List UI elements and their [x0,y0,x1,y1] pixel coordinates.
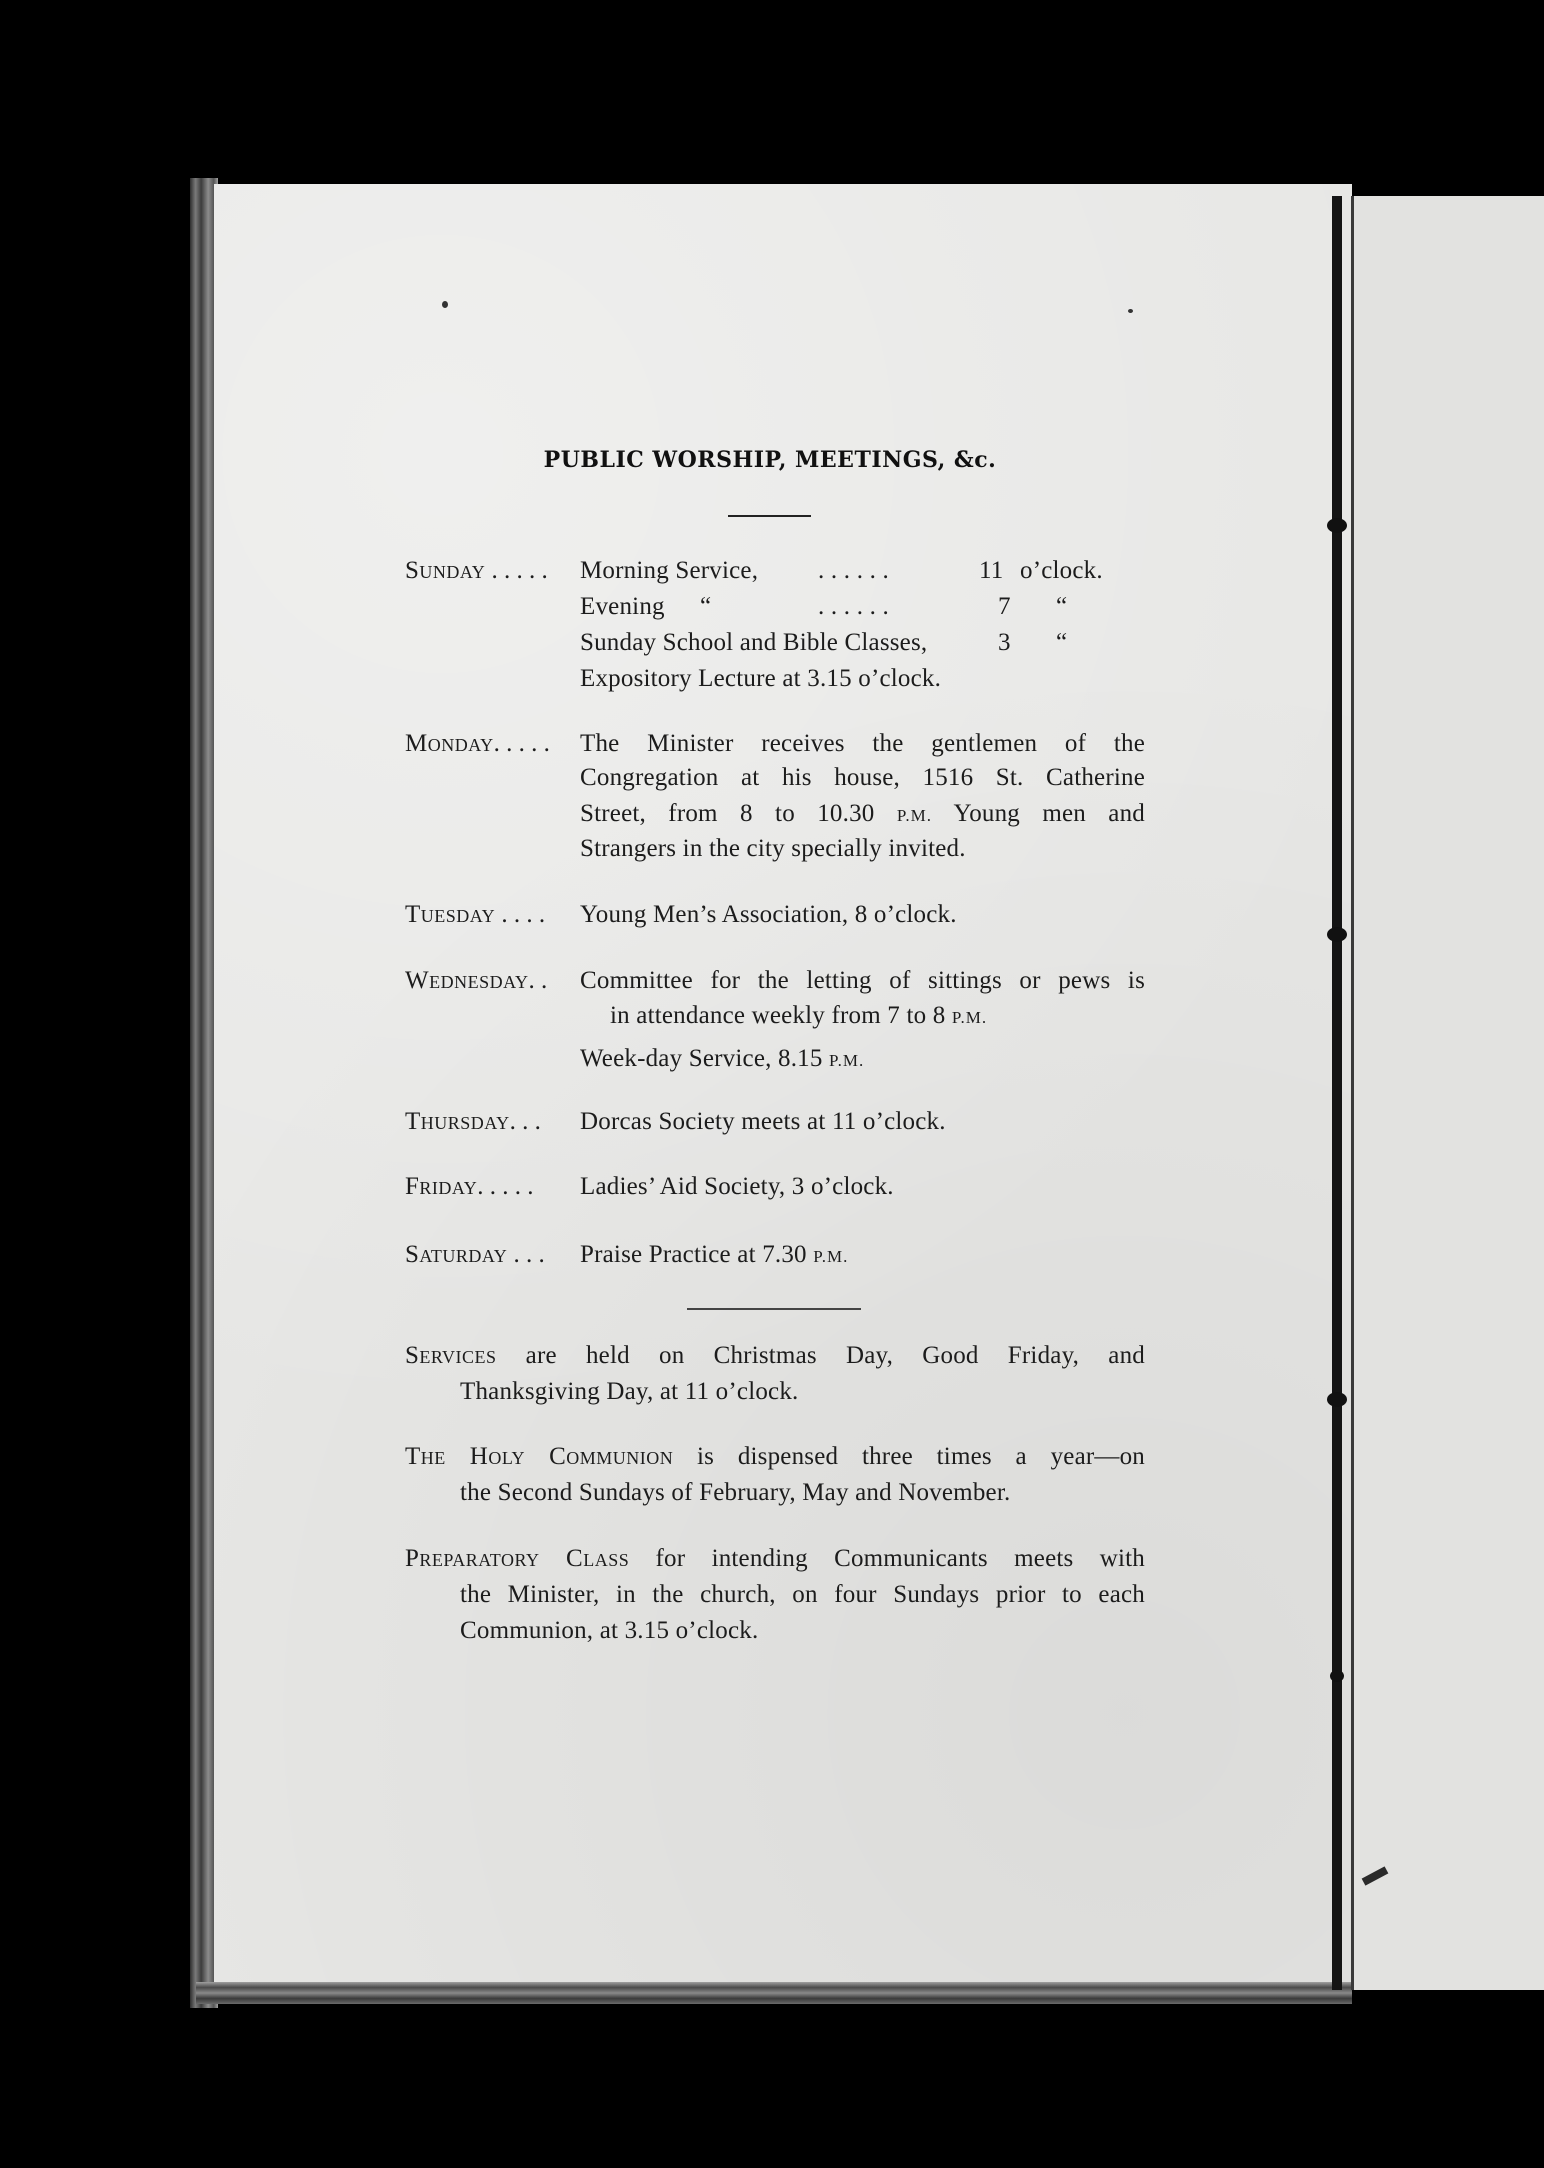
dot-leader: . . . [507,1241,545,1268]
service-name: Evening [580,593,665,620]
fold-line [1351,196,1354,1990]
dot-leader: . . [528,967,548,994]
binding-stitch [1327,927,1347,942]
day-label-sunday [405,554,577,588]
dot-leader: . . . . . [485,557,548,584]
ink-speck [1128,309,1133,313]
service-name: Morning Service, [580,557,759,584]
note-communion-line: the Second Sundays of February, May and November. [460,1479,1011,1506]
service-hour: 3 [998,629,1011,656]
monday-line [580,797,1145,831]
day-name: Tuesday [405,901,496,928]
line-text: Young men and [953,800,1145,827]
day-name: Wednesday [405,967,529,994]
line-text: Week-day Service, 8.15 [580,1045,823,1072]
binding-spine [1332,196,1342,1990]
day-name: Friday [405,1173,478,1200]
line-text: are held on Christmas Day, Good Friday, and [525,1342,1145,1369]
day-name: Sunday [405,557,486,584]
sunday-item [580,626,1145,660]
monday-line: The Minister receives the gentlemen of the [580,730,1145,757]
day-label-tuesday [405,898,577,932]
pm-mark: P.M. [813,1247,849,1266]
tuesday-text: Young Men’s Association, 8 o’clock. [580,901,957,928]
monday-line: Strangers in the city specially invited. [580,835,966,862]
service-unit: o’clock. [1020,557,1103,584]
day-label-monday [405,727,577,761]
ditto-mark: “ [1056,593,1068,620]
day-label-friday [405,1170,577,1204]
sunday-item [580,554,1145,588]
line-text: Praise Practice at 7.30 [580,1241,807,1268]
binding-stitch [1330,1670,1344,1682]
thursday-text: Dorcas Society meets at 11 o’clock. [580,1108,946,1135]
friday-text: Ladies’ Aid Society, 3 o’clock. [580,1173,894,1200]
note-lead: Preparatory Class [405,1545,630,1572]
line-text: is dispensed three times a year—on [697,1443,1146,1470]
dot-leader: . . . . . . [818,557,889,584]
weekday-service [580,1042,864,1076]
ditto-mark: “ [1056,629,1068,656]
day-label-saturday [405,1238,577,1272]
pm-mark: P.M. [951,1008,988,1027]
line-text: in attendance weekly from 7 to 8 [610,1002,946,1029]
day-label-wednesday [405,964,577,998]
dot-leader: . . . . . [493,730,550,757]
binding-stitch [1327,518,1347,533]
ditto-mark: “ [700,593,712,620]
facing-page [1354,196,1544,1990]
sunday-item [580,590,1145,624]
sunday-item: Expository Lecture at 3.15 o’clock. [580,665,942,692]
page-bottom-stack [196,1982,1352,2004]
day-name: Monday [405,730,494,757]
note-preparatory-line: the Minister, in the church, on four Sundays prior to each [460,1581,1145,1608]
day-name: Thursday [405,1108,510,1135]
note-preparatory-line [405,1542,1145,1576]
dot-leader: . . . [509,1108,541,1135]
title-rule [728,515,811,517]
dot-leader: . . . . . . [818,593,889,620]
pm-mark: P.M. [829,1051,865,1070]
service-hour: 7 [998,593,1011,620]
line-text: Street, from 8 to 10.30 [580,800,875,827]
binding-stitch [1327,1392,1347,1407]
day-name: Saturday [405,1241,508,1268]
note-communion-line [405,1440,1145,1474]
day-label-thursday [405,1105,577,1139]
ink-speck [442,301,448,308]
wednesday-line [610,999,987,1033]
service-hour: 11 [979,557,1004,584]
dot-leader: . . . . . [477,1173,534,1200]
note-preparatory-line: Communion, at 3.15 o’clock. [460,1617,759,1644]
line-text: for intending Communicants meets with [655,1545,1145,1572]
note-services-line [405,1339,1145,1373]
saturday-text [580,1238,848,1272]
note-lead: Services [405,1342,497,1369]
dot-leader: . . . . [495,901,546,928]
page-title: PUBLIC WORSHIP, MEETINGS, &c. [543,447,997,473]
section-rule [687,1308,861,1310]
service-name: Sunday School and Bible Classes, [580,629,928,656]
pm-mark: P.M. [896,806,933,825]
note-services-line: Thanksgiving Day, at 11 o’clock. [460,1378,799,1405]
note-lead: The Holy Communion [405,1443,674,1470]
wednesday-line: Committee for the letting of sittings or pews is [580,967,1145,994]
monday-line: Congregation at his house, 1516 St. Catherine [580,764,1145,791]
